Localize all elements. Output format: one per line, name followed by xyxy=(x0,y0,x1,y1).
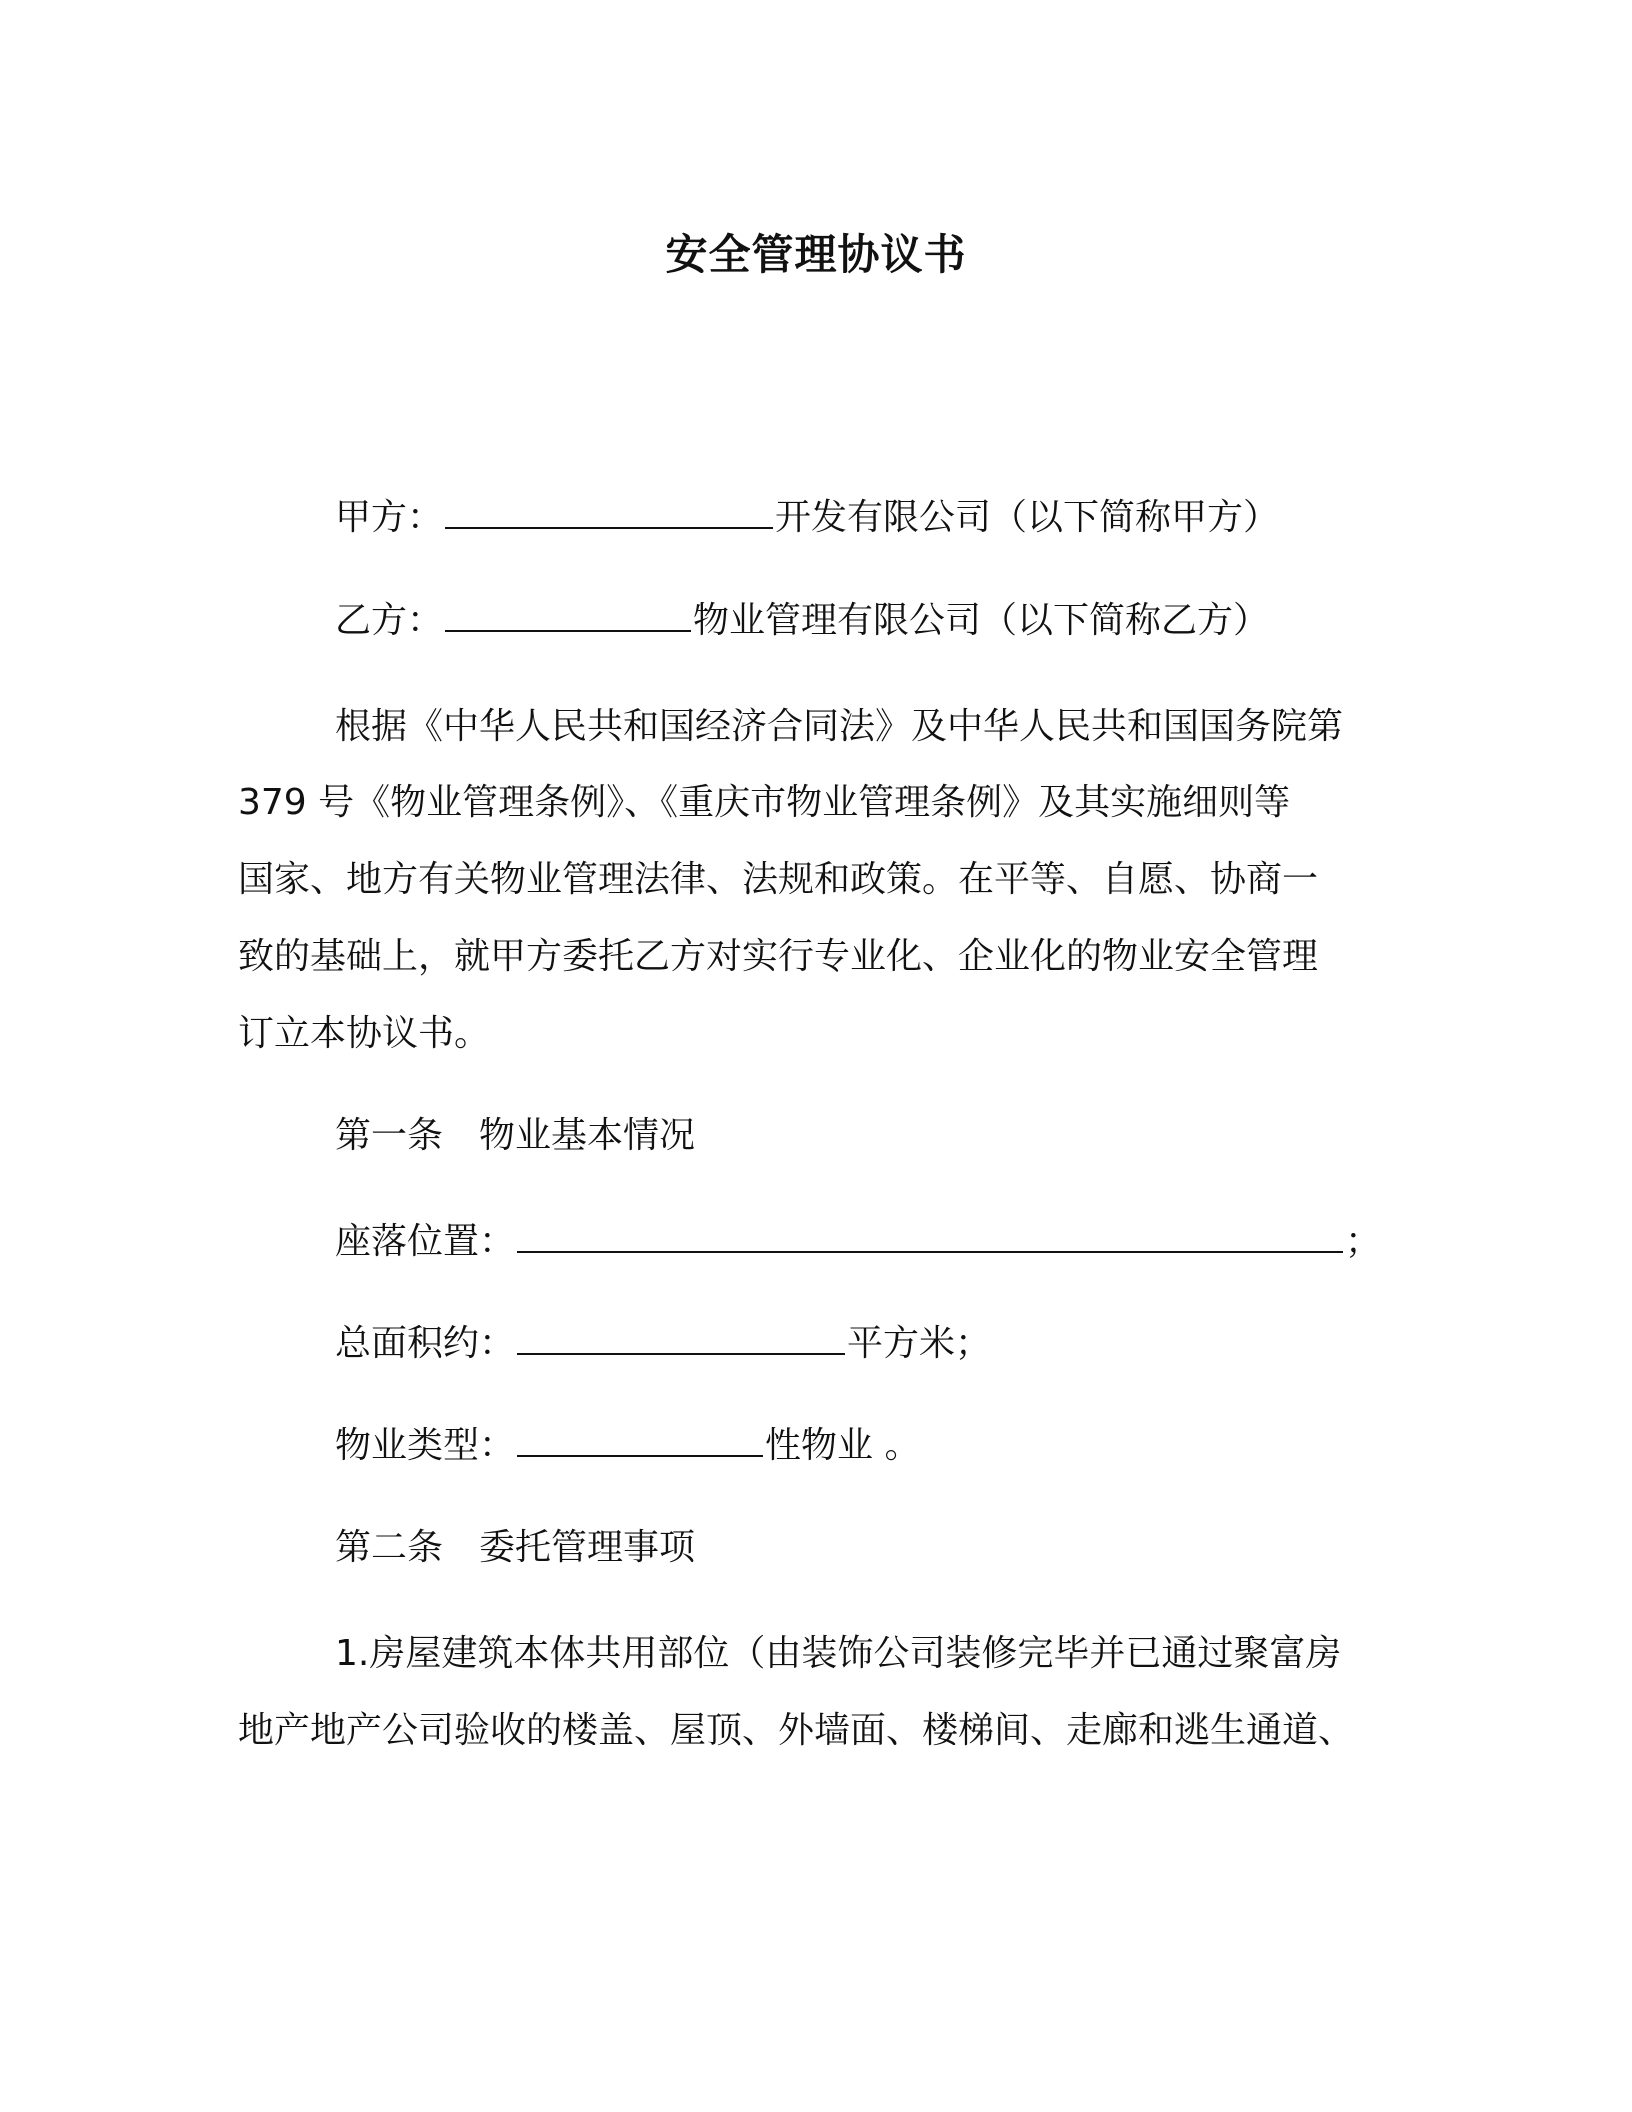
type-blank xyxy=(517,1423,763,1457)
area-label: 总面积约： xyxy=(335,1323,516,1364)
area-line xyxy=(335,1321,991,1366)
preamble-line: 根据《中华人民共和国经济合同法》及中华人民共和国国务院第 xyxy=(335,706,1344,747)
preamble-line: 379 号《物业管理条例》、《重庆市物业管理条例》及其实施细则等 xyxy=(238,782,1291,823)
location-line xyxy=(335,1219,1381,1264)
document-title: 安全管理协议书 xyxy=(665,230,967,279)
location-label: 座落位置： xyxy=(335,1221,516,1262)
preamble-line: 国家、地方有关物业管理法律、法规和政策。在平等、自愿、协商一 xyxy=(238,859,1319,900)
party-b-suffix: 物业管理有限公司（以下简称乙方） xyxy=(693,600,1270,641)
area-blank xyxy=(517,1321,845,1355)
party-b-blank xyxy=(445,598,691,632)
area-unit: 平方米； xyxy=(847,1323,992,1364)
item-1-line: 1.房屋建筑本体共用部位（由装饰公司装修完毕并已通过聚富房 xyxy=(335,1633,1342,1674)
party-a-blank xyxy=(445,495,773,529)
item-1-line: 地产地产公司验收的楼盖、屋顶、外墙面、楼梯间、走廊和逃生通道、 xyxy=(238,1710,1355,1751)
party-b-line xyxy=(335,598,1269,643)
type-line xyxy=(335,1423,920,1468)
type-label: 物业类型： xyxy=(335,1425,516,1466)
type-suffix: 性物业 。 xyxy=(765,1425,921,1466)
article-2-heading: 第二条 委托管理事项 xyxy=(335,1527,696,1568)
party-a-label: 甲方： xyxy=(335,497,444,538)
party-a-suffix: 开发有限公司（以下简称甲方） xyxy=(775,497,1280,538)
party-a-line xyxy=(335,495,1279,540)
article-1-heading: 第一条 物业基本情况 xyxy=(335,1115,696,1156)
preamble-line: 致的基础上，就甲方委托乙方对实行专业化、企业化的物业安全管理 xyxy=(238,936,1319,977)
party-b-label: 乙方： xyxy=(335,600,444,641)
location-end: ； xyxy=(1345,1221,1382,1262)
preamble-line: 订立本协议书。 xyxy=(238,1013,491,1054)
location-blank xyxy=(517,1219,1343,1253)
